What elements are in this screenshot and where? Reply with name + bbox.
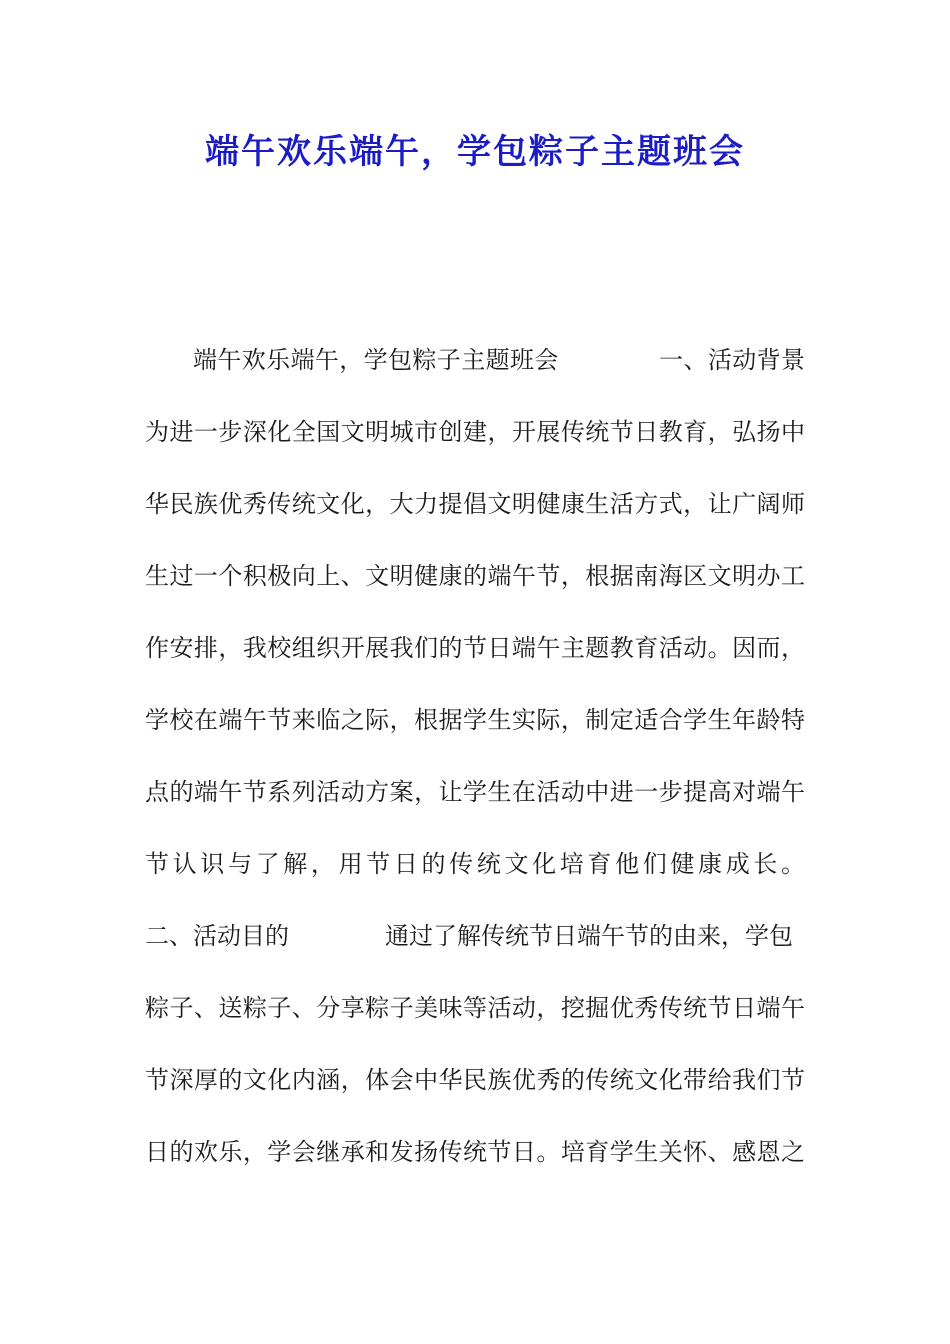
paragraph-line [145, 914, 805, 986]
section-heading: 一、活动背景 [658, 346, 805, 374]
paragraph-line [145, 338, 805, 410]
paragraph-line [145, 554, 805, 626]
paragraph-line [145, 626, 805, 698]
line-text: 华民族优秀传统文化，大力提倡文明健康生活方式，让广阔师 [145, 490, 805, 518]
paragraph-line [145, 482, 805, 554]
paragraph-line [145, 842, 805, 914]
paragraph-line [145, 410, 805, 482]
paragraph-line [145, 1130, 805, 1202]
line-text: 作安排，我校组织开展我们的节日端午主题教育活动。因而， [145, 634, 805, 662]
line-text: 日的欢乐，学会继承和发扬传统节日。培育学生关怀、感恩之 [145, 1138, 805, 1166]
line-text: 为进一步深化全国文明城市创建，开展传统节日教育，弘扬中 [145, 418, 805, 446]
paragraph-line [145, 698, 805, 770]
document-body [145, 338, 805, 1202]
line-text: 节认识与了解，用节日的传统文化培育他们健康成长。 [145, 850, 805, 878]
line-text: 粽子、送粽子、分享粽子美味等活动，挖掘优秀传统节日端午 [145, 994, 805, 1022]
paragraph-line [145, 1058, 805, 1130]
paragraph-line [145, 770, 805, 842]
line-text: 学校在端午节来临之际，根据学生实际，制定适合学生年龄特 [145, 706, 805, 734]
line-text: 端午欢乐端午，学包粽子主题班会 [193, 346, 559, 374]
document-title: 端午欢乐端午，学包粽子主题班会 [205, 132, 745, 172]
line-text: 节深厚的文化内涵，体会中华民族优秀的传统文化带给我们节 [145, 1066, 805, 1094]
line-text: 生过一个积极向上、文明健康的端午节，根据南海区文明办工 [145, 562, 805, 590]
paragraph-line [145, 986, 805, 1058]
line-text: 通过了解传统节日端午节的由来，学包 [385, 922, 793, 950]
line-text: 点的端午节系列活动方案，让学生在活动中进一步提高对端午 [145, 778, 805, 806]
section-heading: 二、活动目的 [145, 922, 289, 950]
